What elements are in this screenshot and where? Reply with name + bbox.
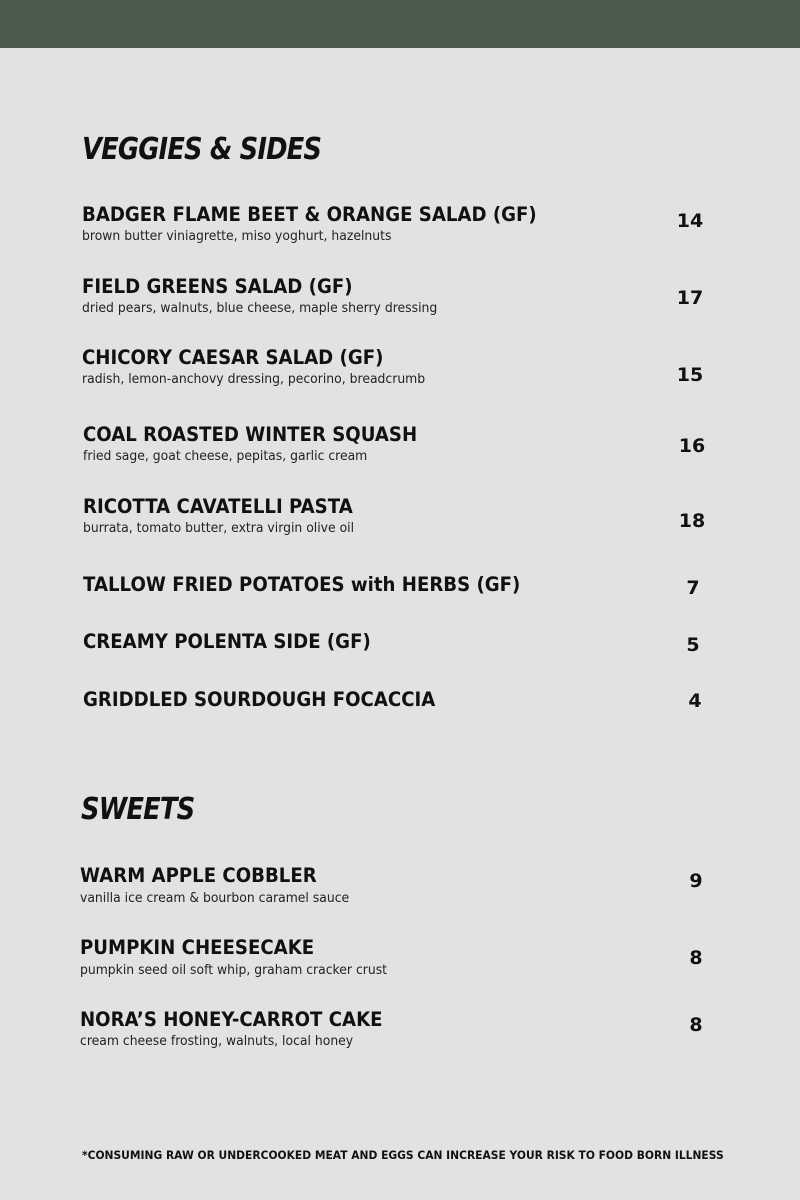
menu-item-price: 8 <box>689 947 703 969</box>
menu-item-name: GRIDDLED SOURDOUGH FOCACCIA <box>83 688 436 711</box>
menu-item-price: 4 <box>688 690 702 712</box>
menu-item-name: COAL ROASTED WINTER SQUASH <box>83 423 418 446</box>
menu-item-price: 7 <box>686 577 700 599</box>
menu-item-price: 5 <box>686 634 700 656</box>
top-color-bar <box>0 0 800 48</box>
menu-item-name: CREAMY POLENTA SIDE (GF) <box>83 630 371 653</box>
menu-item-price: 16 <box>678 435 706 457</box>
menu-item-description: cream cheese frosting, walnuts, local honey <box>80 1034 354 1049</box>
menu-item-description: pumpkin seed oil soft whip, graham cracker crust <box>80 963 388 978</box>
menu-item-name: CHICORY CAESAR SALAD (GF) <box>82 346 384 369</box>
food-safety-disclaimer: *CONSUMING RAW OR UNDERCOOKED MEAT AND EGGS CAN INCREASE YOUR RISK TO FOOD BORN ILLNESS <box>82 1148 724 1162</box>
menu-item-name: FIELD GREENS SALAD (GF) <box>82 275 353 298</box>
menu-item-price: 18 <box>678 510 706 532</box>
menu-item-price: 15 <box>676 364 704 386</box>
menu-item-name: RICOTTA CAVATELLI PASTA <box>83 495 353 518</box>
menu-item-description: vanilla ice cream & bourbon caramel sauce <box>80 891 350 906</box>
menu-item-name: TALLOW FRIED POTATOES with HERBS (GF) <box>83 573 521 596</box>
menu-item-name: NORA’S HONEY-CARROT CAKE <box>80 1008 383 1031</box>
menu-item-description: radish, lemon-anchovy dressing, pecorino, breadcrumb <box>82 372 426 387</box>
menu-item-name: WARM APPLE COBBLER <box>80 864 317 887</box>
menu-item-price: 14 <box>676 210 704 232</box>
menu-item-description: dried pears, walnuts, blue cheese, maple sherry dressing <box>82 301 438 316</box>
menu-item-price: 17 <box>676 287 704 309</box>
menu-item-description: brown butter viniagrette, miso yoghurt, hazelnuts <box>82 229 392 244</box>
veggies-sides-heading: VEGGIES & SIDES <box>82 132 322 167</box>
sweets-heading: SWEETS <box>81 792 195 827</box>
menu-item-price: 9 <box>689 870 703 892</box>
menu-item-name: BADGER FLAME BEET & ORANGE SALAD (GF) <box>82 203 537 226</box>
menu-item-price: 8 <box>689 1014 703 1036</box>
menu-item-name: PUMPKIN CHEESECAKE <box>80 936 315 959</box>
menu-item-description: fried sage, goat cheese, pepitas, garlic cream <box>83 449 368 464</box>
menu-item-description: burrata, tomato butter, extra virgin olive oil <box>83 521 355 536</box>
